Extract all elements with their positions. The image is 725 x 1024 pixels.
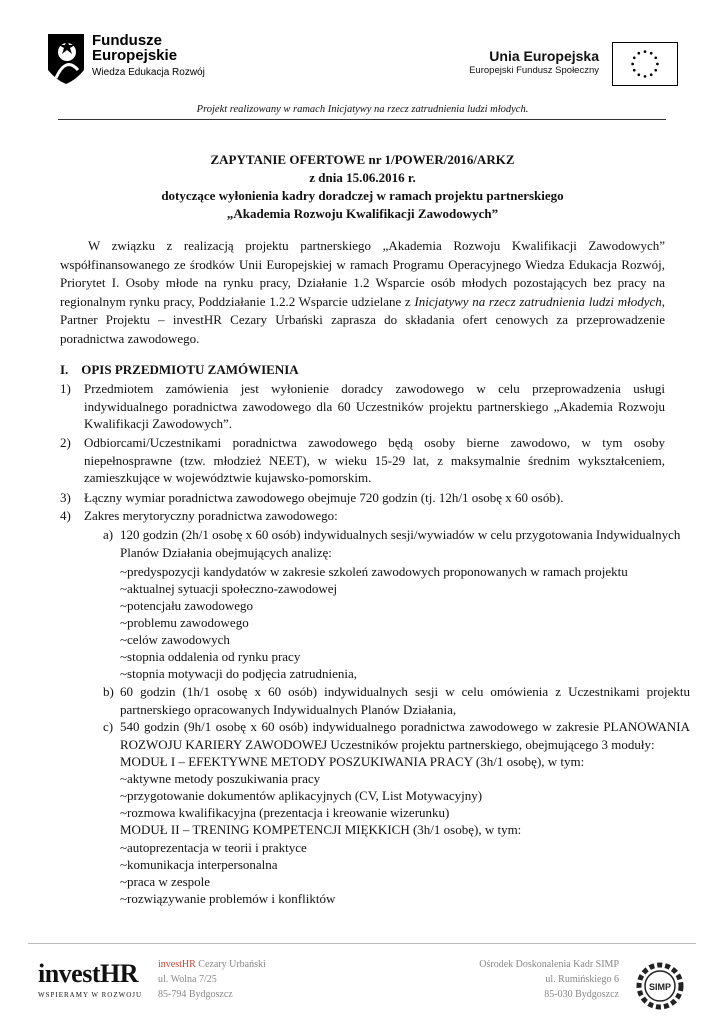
sub-item-c xyxy=(103,718,690,753)
header-divider xyxy=(58,119,666,120)
simp-address xyxy=(479,957,619,1002)
bullet-item: ~celów zawodowych xyxy=(120,632,230,647)
bullet-item: ~problemu zawodowego xyxy=(120,615,249,630)
simp-name: Ośrodek Doskonalenia Kadr SIMP xyxy=(479,959,619,970)
eu-star-icon xyxy=(631,63,634,66)
bullet-item: ~stopnia motywacji do podjęcia zatrudnienia, xyxy=(120,666,357,681)
eu-star-icon xyxy=(633,69,636,72)
project-note: Projekt realizowany w ramach Inicjatywy na rzecz zatrudnienia ludzi młodych. xyxy=(196,104,529,115)
bullet-item: ~rozmowa kwalifikacyjna (prezentacja i kreowanie wizerunku) xyxy=(120,805,450,820)
eu-star-icon xyxy=(650,73,653,76)
item-text: Odbiorcami/Uczestnikami poradnictwa zawodowego będą osoby bierne zawodowo, w tym osoby niepełnosprawne (tzw. młodzież NEET), w wieku 15-29 lat, z maksymalnie średnim wykształceniem, zamieszkujące w województwie kujawsko-pomorskim. xyxy=(84,435,665,486)
simp-logo-icon xyxy=(636,962,684,1010)
simp-street: ul. Rumińskiego 6 xyxy=(545,974,619,985)
module-heading: MODUŁ II – TRENING KOMPETENCJI MIĘKKICH (3h/1 osobę), w tym: xyxy=(120,822,522,837)
intro-italic: Inicjatywy na rzecz zatrudnienia ludzi młodych xyxy=(414,293,662,309)
investhr-street: ul. Wolna 7/25 xyxy=(158,974,217,985)
bullet-item: ~aktywne metody poszukiwania pracy xyxy=(120,771,321,786)
item-text: Przedmiotem zamówienia jest wyłonienie doradcy zawodowego w celu przeprowadzenia usługi indywidualnego poradnictwa zawodowego dla 60 Uczestników projektu partnerskiego „Akademia Rozwoju Kwalifikacji Zawodowych”. xyxy=(84,381,665,432)
fe-line2: Europejskie xyxy=(92,47,178,64)
eu-star-icon xyxy=(650,52,653,55)
item-number: 4) xyxy=(60,508,71,523)
list-item xyxy=(60,507,665,525)
unia-europejska-text xyxy=(469,48,599,78)
bullet-item: ~praca w zespole xyxy=(120,874,211,889)
eu-star-icon xyxy=(654,69,657,72)
section-title: OPIS PRZEDMIOTU ZAMÓWIENIA xyxy=(81,362,299,377)
title-line1: ZAPYTANIE OFERTOWE nr 1/POWER/2016/ARKZ xyxy=(210,152,515,167)
item-number: 2) xyxy=(60,435,71,450)
bullet-item: ~autoprezentacja w teorii i praktyce xyxy=(120,840,307,855)
intro-part2: , Partner Projektu – investHR Cezary Urbański zaprasza do składania ofert cenowych za przeprowadzenie poradnictwa zawodowego. xyxy=(60,293,665,346)
fe-line1: Fundusze xyxy=(92,32,162,49)
ue-line2: Europejski Fundusz Społeczny xyxy=(469,65,599,76)
document-title xyxy=(60,151,665,223)
fe-line3: Wiedza Edukacja Rozwój xyxy=(92,67,205,78)
item-number: 3) xyxy=(60,490,71,505)
eu-star-icon xyxy=(633,56,636,59)
eu-star-icon xyxy=(637,52,640,55)
eu-star-icon xyxy=(654,56,657,59)
bullet-item: ~predyspozycji kandydatów w zakresie szkoleń zawodowych proponowanych w ramach projektu xyxy=(120,564,628,579)
investhr-name xyxy=(158,957,266,972)
sub-item-a xyxy=(103,526,690,561)
list-item xyxy=(60,434,665,487)
eu-star-icon xyxy=(644,75,647,78)
intro-part1: W związku z realizacją projektu partnerskiego „Akademia Rozwoju Kwalifikacji Zawodowych” współfinansowanego ze środków Unii Europejskiej w ramach Programu Operacyjnego Wiedza Edukacja Rozwój, Priorytet I. Osoby młode na rynku pracy, Działanie 1.2 Wsparcie osób młodych pozostających bez pracy na regionalnym rynku pracy, Poddziałanie 1.2.2 Wsparcie udzielane z xyxy=(60,238,665,309)
investhr-city: 85-794 Bydgoszcz xyxy=(158,989,233,1000)
ue-line1: Unia Europejska xyxy=(489,48,599,64)
intro-paragraph xyxy=(60,237,665,349)
investhr-logo xyxy=(38,960,142,1000)
bullet-item: ~aktualnej sytuacji społeczno-zawodowej xyxy=(120,581,338,596)
footer-divider xyxy=(28,943,696,944)
investhr-logo-word: investHR xyxy=(38,959,138,988)
eu-star-icon xyxy=(644,50,647,53)
eu-star-icon xyxy=(656,63,659,66)
sub-item-b xyxy=(103,683,690,718)
bullet-item: ~przygotowanie dokumentów aplikacyjnych (CV, List Motywacyjny) xyxy=(120,788,483,803)
list-item xyxy=(60,489,665,507)
sub-item-text: 120 godzin (2h/1 osobę x 60 osób) indywidualnych sesji/wywiadów w celu przygotowania Indywidualnych Planów Działania obejmujących analizę: xyxy=(120,527,681,560)
bullet-item: ~komunikacja interpersonalna xyxy=(120,857,278,872)
section-number: I. xyxy=(60,362,69,377)
section-heading xyxy=(60,362,299,378)
sub-item-letter: a) xyxy=(103,527,114,542)
title-line2: z dnia 15.06.2016 r. xyxy=(309,170,416,185)
item-text: Zakres merytoryczny poradnictwa zawodowego: xyxy=(84,508,338,523)
simp-logo-text: SIMP xyxy=(648,982,672,992)
sub-item-letter: b) xyxy=(103,684,114,699)
title-line3: dotyczące wyłonienia kadry doradczej w ramach projektu partnerskiego xyxy=(161,188,564,203)
sub-item-text: 60 godzin (1h/1 osobę x 60 osób) indywidualnych sesji w celu omówienia z Uczestnikami projektu partnerskiego opracowanych Indywidualnych Planów Działania, xyxy=(120,684,690,717)
title-line4: „Akademia Rozwoju Kwalifikacji Zawodowych” xyxy=(226,206,499,221)
investhr-logo-tagline: WSPIERAMY W ROZWOJU xyxy=(38,991,143,999)
item-text: Łączny wymiar poradnictwa zawodowego obejmuje 720 godzin (tj. 12h/1 osobę x 60 osób). xyxy=(84,490,564,505)
fundusze-europejskie-text xyxy=(92,33,205,80)
simp-city: 85-030 Bydgoszcz xyxy=(544,989,619,1000)
investhr-address xyxy=(158,957,266,1002)
sub-item-letter: c) xyxy=(103,719,114,734)
investhr-name-rest: Cezary Urbański xyxy=(195,959,266,970)
bullet-item: ~rozwiązywanie problemów i konfliktów xyxy=(120,891,336,906)
item-number: 1) xyxy=(60,381,71,396)
page-header xyxy=(0,0,725,120)
fundusze-europejskie-logo xyxy=(46,30,86,86)
module-heading: MODUŁ I – EFEKTYWNE METODY POSZUKIWANIA PRACY (3h/1 osobę), w tym: xyxy=(120,754,585,769)
investhr-name-accent: investHR xyxy=(158,959,196,970)
bullet-item: ~potencjału zawodowego xyxy=(120,598,254,613)
eu-star-icon xyxy=(637,73,640,76)
sub-item-text: 540 godzin (9h/1 osobę x 60 osób) indywidualnego poradnictwa zawodowego w zakresie PLANOWANIA ROZWOJU KARIERY ZAWODOWEJ Uczestników projektu partnerskiego, obejmującego 3 moduły: xyxy=(120,719,690,752)
bullet-item: ~stopnia oddalenia od rynku pracy xyxy=(120,649,301,664)
eu-flag-icon xyxy=(612,42,678,86)
list-item xyxy=(60,380,665,433)
